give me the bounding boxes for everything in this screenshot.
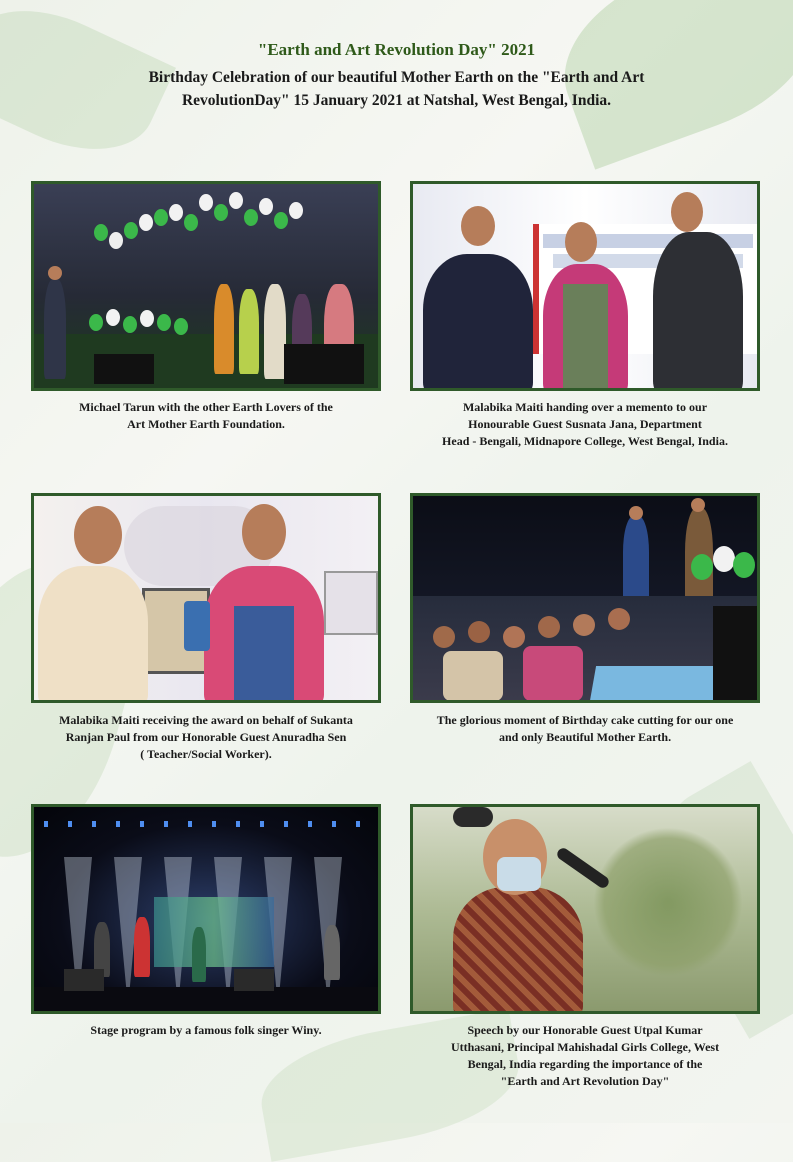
photo-caption [31,1022,381,1039]
caption-line: Bengal, India regarding the importance of the [467,1057,703,1071]
caption-line: and only Beautiful Mother Earth. [498,730,672,744]
photo-caption [405,712,765,746]
photo-caption [410,1022,760,1090]
subtitle-line: Birthday Celebration of our beautiful Mother Earth on the "Earth and Art [148,69,645,86]
caption-line: "Earth and Art Revolution Day" [500,1074,670,1088]
photo-caption [21,712,391,763]
caption-line: The glorious moment of Birthday cake cutting for our one [436,713,734,727]
caption-line: Head - Bengali, Midnapore College, West Bengal, India. [442,434,728,448]
page-header [0,40,793,112]
photo-guest-speech [410,804,760,1014]
caption-line: Ranjan Paul from our Honorable Guest Anuradha Sen [65,730,347,744]
photo-caption [31,399,381,433]
caption-line: Honourable Guest Susnata Jana, Department [468,417,702,431]
caption-line: Michael Tarun with the other Earth Lovers of the [79,400,333,414]
page-title: "Earth and Art Revolution Day" 2021 [257,40,536,59]
photo-cake-cutting [410,493,760,703]
photo-caption [405,399,765,450]
caption-line: Stage program by a famous folk singer Winy. [90,1023,322,1037]
caption-line: Malabika Maiti receiving the award on behalf of Sukanta [59,713,353,727]
photo-stage-program [31,804,381,1014]
photo-award-receiving [31,493,381,703]
caption-line: Art Mother Earth Foundation. [127,417,285,431]
caption-line: ( Teacher/Social Worker). [140,747,272,761]
photo-balloon-celebration [31,181,381,391]
caption-line: Speech by our Honorable Guest Utpal Kumar [467,1023,703,1037]
page-subtitle [97,66,697,112]
caption-line: Utthasani, Principal Mahishadal Girls College, West [450,1040,720,1054]
photo-memento-handover [410,181,760,391]
subtitle-line: RevolutionDay" 15 January 2021 at Natshal, West Bengal, India. [181,92,612,109]
caption-line: Malabika Maiti handing over a memento to our [462,400,708,414]
